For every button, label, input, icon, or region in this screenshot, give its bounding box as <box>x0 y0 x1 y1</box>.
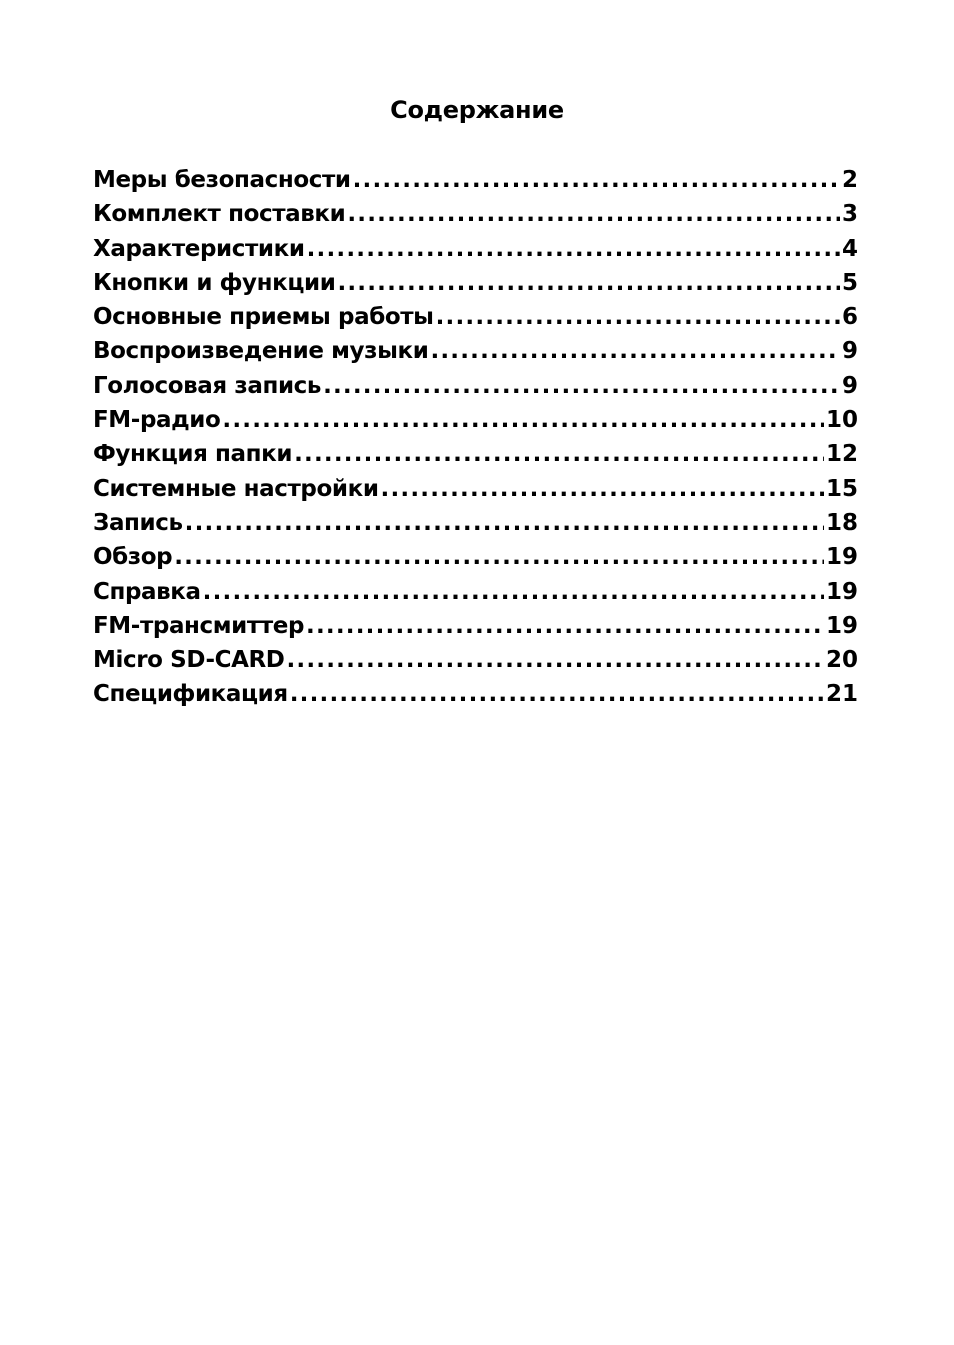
toc-entry-label: Голосовая запись <box>93 372 322 399</box>
toc-entry-label: Характеристики <box>93 235 305 262</box>
toc-dot-leader <box>347 197 840 231</box>
toc-entry-label: Спецификация <box>93 681 288 708</box>
toc-entry <box>93 369 858 403</box>
toc-entry <box>93 575 858 609</box>
toc-entry <box>93 540 858 574</box>
toc-entry <box>93 403 858 437</box>
table-of-contents <box>93 163 858 712</box>
toc-entry <box>93 437 858 471</box>
toc-entry-page: 5 <box>841 269 858 296</box>
toc-entry-page: 6 <box>841 304 858 331</box>
toc-dot-leader <box>353 163 840 197</box>
toc-entry-page: 21 <box>825 681 858 708</box>
toc-entry-label: Справка <box>93 578 201 605</box>
toc-entry-label: Воспроизведение музыки <box>93 338 429 365</box>
toc-dot-leader <box>203 575 824 609</box>
toc-dot-leader <box>436 300 840 334</box>
toc-entry-label: Кнопки и функции <box>93 269 336 296</box>
toc-entry-page: 4 <box>841 235 858 262</box>
toc-entry-label: Комплект поставки <box>93 201 346 228</box>
toc-dot-leader <box>381 472 824 506</box>
toc-dot-leader <box>306 609 824 643</box>
toc-entry <box>93 232 858 266</box>
toc-entry <box>93 506 858 540</box>
toc-entry-page: 15 <box>825 475 858 502</box>
toc-entry <box>93 643 858 677</box>
toc-dot-leader <box>185 506 824 540</box>
toc-entry-page: 3 <box>841 201 858 228</box>
toc-entry-label: Меры безопасности <box>93 167 351 193</box>
toc-entry <box>93 334 858 368</box>
toc-entry-label: Функция папки <box>93 441 293 468</box>
toc-entry-label: Micro SD-CARD <box>93 647 285 674</box>
page-title: Содержание <box>390 96 564 124</box>
toc-dot-leader <box>307 232 840 266</box>
toc-entry-page: 12 <box>825 441 858 468</box>
toc-entry-page: 18 <box>825 509 858 536</box>
toc-dot-leader <box>430 334 840 368</box>
toc-entry-label: Основные приемы работы <box>93 304 434 331</box>
toc-entry <box>93 677 858 711</box>
toc-entry-page: 10 <box>825 407 858 434</box>
toc-entry-page: 19 <box>825 544 858 571</box>
toc-entry-page: 2 <box>841 167 858 193</box>
toc-entry-page: 9 <box>841 372 858 399</box>
toc-entry-label: Обзор <box>93 544 173 571</box>
toc-entry <box>93 609 858 643</box>
toc-entry-page: 19 <box>825 578 858 605</box>
toc-entry <box>93 472 858 506</box>
toc-dot-leader <box>290 677 824 711</box>
toc-dot-leader <box>323 369 840 403</box>
toc-entry-page: 19 <box>825 612 858 639</box>
toc-entry-label: Запись <box>93 509 183 536</box>
toc-entry <box>93 163 858 197</box>
toc-dot-leader <box>286 643 824 677</box>
toc-entry <box>93 266 858 300</box>
toc-entry-page: 9 <box>841 338 858 365</box>
toc-dot-leader <box>294 437 824 471</box>
toc-entry-page: 20 <box>825 647 858 674</box>
toc-entry-label: Системные настройки <box>93 475 379 502</box>
toc-dot-leader <box>222 403 824 437</box>
toc-dot-leader <box>337 266 840 300</box>
toc-dot-leader <box>174 540 824 574</box>
toc-entry <box>93 197 858 231</box>
toc-entry-label: FM-радио <box>93 407 221 434</box>
toc-entry-label: FM-трансмиттер <box>93 612 305 639</box>
toc-entry <box>93 300 858 334</box>
